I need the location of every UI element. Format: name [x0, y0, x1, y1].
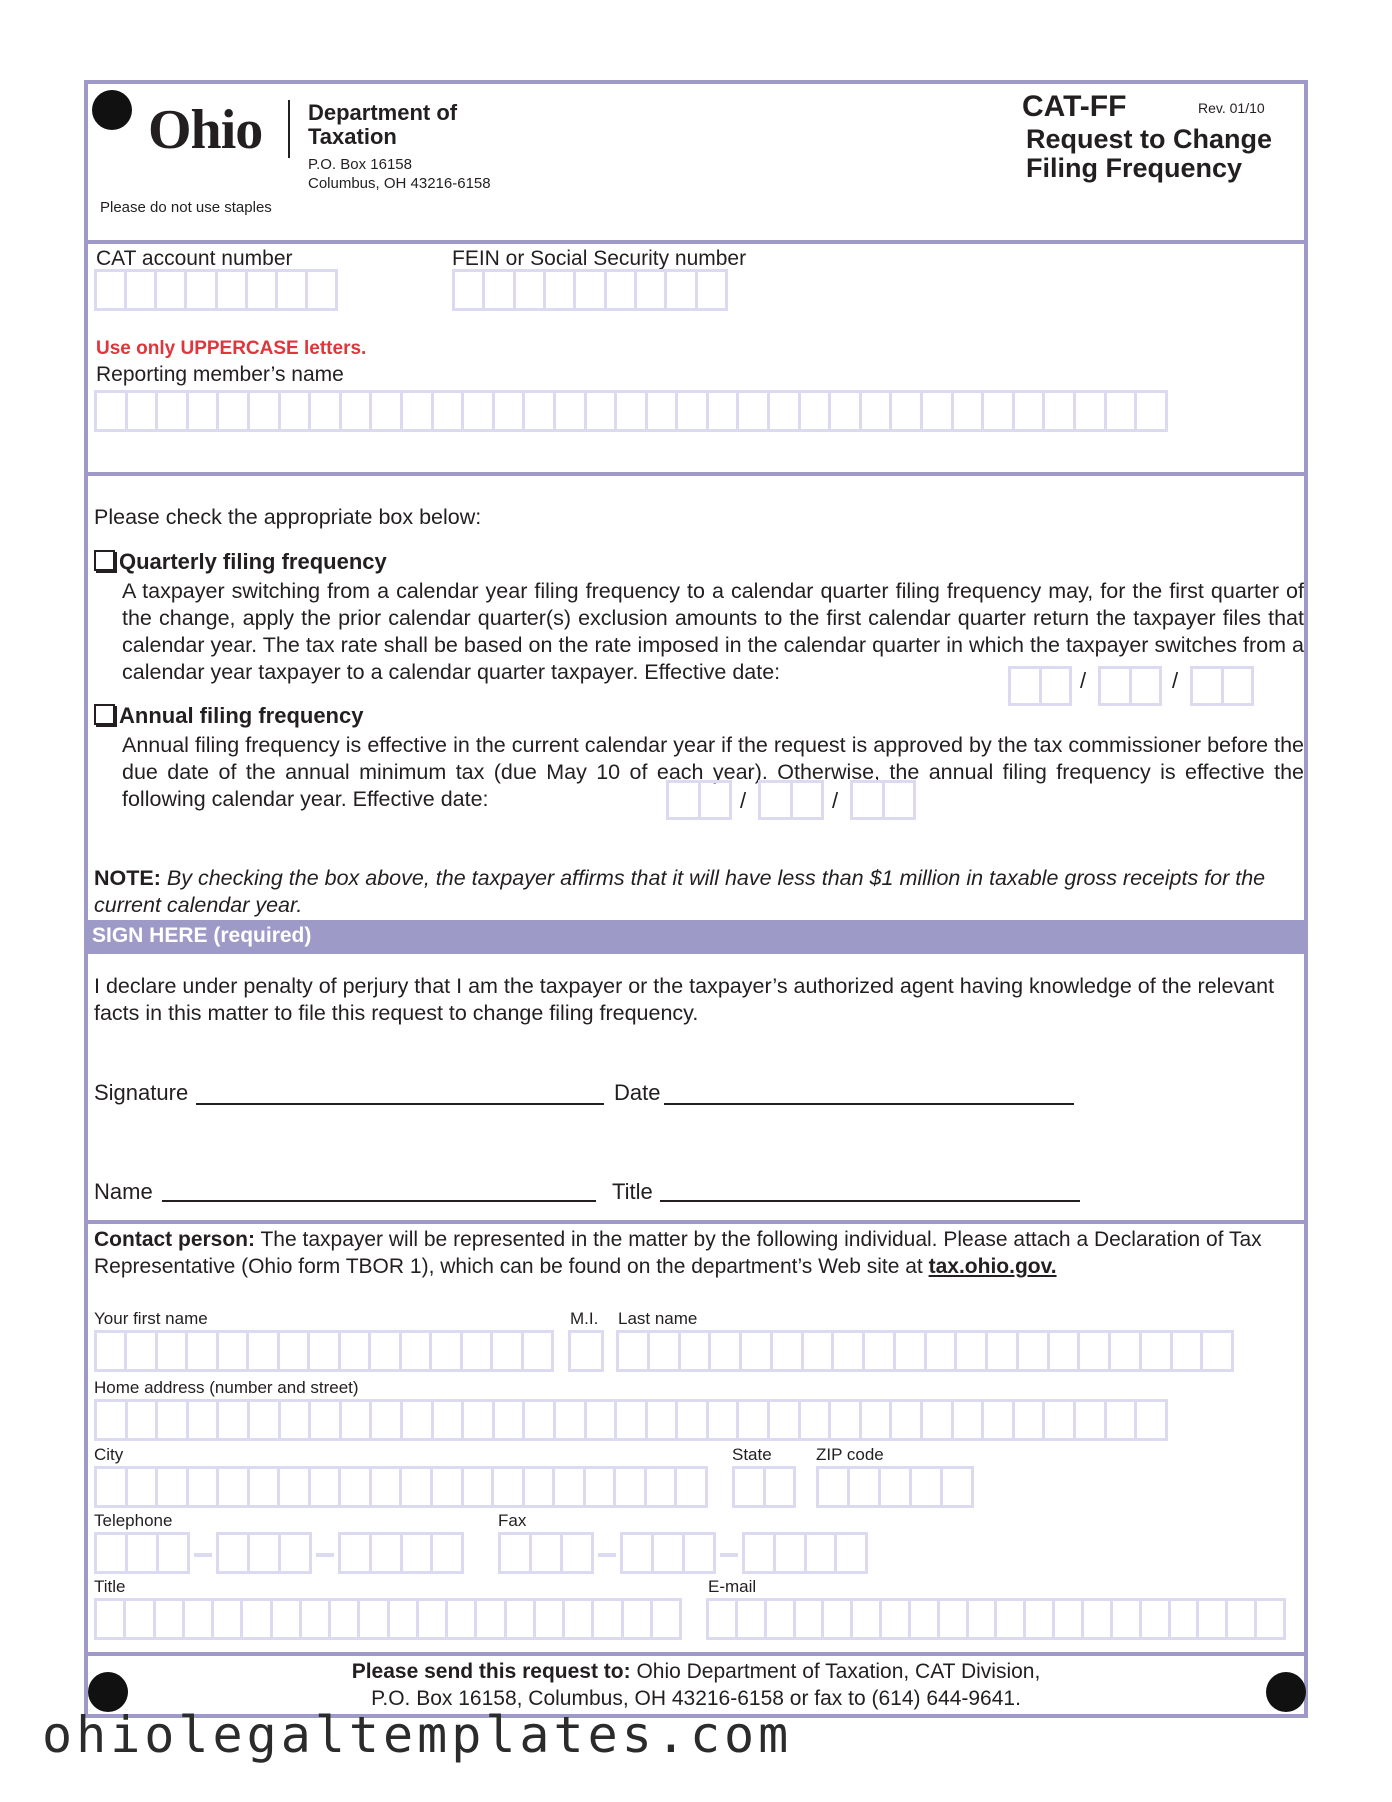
fax-area-input[interactable]	[498, 1532, 594, 1574]
signature-label: Signature	[94, 1080, 189, 1105]
tax-ohio-link[interactable]: tax.ohio.gov.	[928, 1255, 1057, 1278]
contact-text: The taxpayer will be represented in the matter by the following individual. Please attach a Declaration of Tax Representative (Ohio form TBOR 1), which can be found on the department’s Web site at	[94, 1228, 1262, 1278]
contact-title-label: Title	[94, 1577, 126, 1596]
quarterly-date-month[interactable]	[1008, 666, 1072, 706]
note-text: By checking the box above, the taxpayer affirms that it will have less than $1 million in taxable gross receipts for the current calendar year.	[94, 866, 1266, 917]
cat-account-label: CAT account number	[96, 247, 293, 270]
form-title-line1: Request to Change	[1026, 124, 1273, 154]
sign-banner-label: SIGN HERE (required)	[92, 924, 312, 947]
home-address-input[interactable]	[94, 1399, 1168, 1441]
city-input[interactable]	[94, 1466, 708, 1508]
form-frame	[84, 80, 1308, 1718]
fein-label: FEIN or Social Security number	[452, 247, 747, 270]
uppercase-note: Use only UPPERCASE letters.	[96, 338, 367, 359]
contact-intro	[94, 1226, 1304, 1280]
declaration-text: I declare under penalty of perjury that I am the taxpayer or the taxpayer’s authorized agent having knowledge of the relevant facts in this matter to file this request to change filing frequency.	[94, 974, 1275, 1025]
first-name-input[interactable]	[94, 1330, 554, 1372]
last-name-label: Last name	[618, 1309, 698, 1328]
send-to-address1: Ohio Department of Taxation, CAT Division,	[636, 1660, 1041, 1683]
punch-hole-top-left	[92, 90, 132, 130]
fein-input[interactable]	[452, 269, 728, 311]
annual-date-year[interactable]	[850, 780, 916, 820]
dept-name-line1: Department of	[308, 100, 458, 125]
reporting-member-label: Reporting member’s name	[96, 363, 344, 386]
contact-heading: Contact person:	[94, 1228, 256, 1251]
email-input[interactable]	[706, 1598, 1286, 1640]
send-to-line2: P.O. Box 16158, Columbus, OH 43216-6158 or fax to (614) 644-9641.	[371, 1687, 1021, 1710]
quarterly-date-sep2: /	[1172, 668, 1179, 693]
annual-title: Annual filing frequency	[119, 703, 364, 728]
title-line[interactable]	[660, 1200, 1080, 1202]
first-name-label: Your first name	[94, 1309, 208, 1328]
annual-date-day[interactable]	[758, 780, 824, 820]
telephone-label: Telephone	[94, 1511, 173, 1530]
ohio-logo: Ohio	[148, 99, 263, 161]
telephone-dash-2	[316, 1553, 334, 1557]
fax-dash-1	[598, 1553, 616, 1557]
contact-title-input[interactable]	[94, 1598, 682, 1640]
state-label: State	[732, 1445, 772, 1464]
cat-account-input[interactable]	[94, 269, 338, 311]
note-block	[94, 865, 1304, 919]
fax-label: Fax	[498, 1511, 527, 1530]
date-line[interactable]	[664, 1103, 1074, 1105]
city-label: City	[94, 1445, 124, 1464]
note-label: NOTE:	[94, 866, 161, 890]
zip-label: ZIP code	[816, 1445, 884, 1464]
quarterly-date-day[interactable]	[1098, 666, 1162, 706]
telephone-prefix-input[interactable]	[216, 1532, 312, 1574]
last-name-input[interactable]	[616, 1330, 1234, 1372]
home-address-label: Home address (number and street)	[94, 1378, 359, 1397]
quarterly-checkbox[interactable]	[94, 550, 115, 571]
dept-address-line2: Columbus, OH 43216-6158	[308, 175, 491, 192]
divider-header	[88, 240, 1304, 244]
telephone-dash-1	[194, 1553, 212, 1557]
fax-line-input[interactable]	[742, 1532, 868, 1574]
quarterly-text: A taxpayer switching from a calendar year filing frequency to a calendar quarter filing frequency may, for the first quarter of the change, apply the prior calendar quarter(s) exclusion amounts to the first calendar quarter return the taxpayer files that calendar year. The tax rate shall be based on the rate imposed in the calendar quarter in which the taxpayer switches from a calendar year taxpayer to a calendar quarter taxpayer. Effective date:	[122, 579, 1304, 684]
send-to-line1	[88, 1660, 1304, 1684]
divider-contact	[88, 1652, 1304, 1656]
annual-text: Annual filing frequency is effective in the current calendar year if the request is approved by the tax commissioner before the due date of the annual minimum tax (due May 10 of each year). Otherwise, the annual filing frequency is effective the following calendar year. Effective date:	[122, 733, 1304, 811]
signature-line[interactable]	[196, 1103, 604, 1105]
staples-note: Please do not use staples	[100, 199, 272, 216]
email-label: E-mail	[708, 1577, 757, 1596]
zip-input[interactable]	[816, 1466, 974, 1508]
send-to-label: Please send this request to:	[351, 1660, 631, 1683]
divider-account	[88, 472, 1304, 476]
quarterly-title: Quarterly filing frequency	[119, 549, 387, 574]
dept-name-line2: Taxation	[308, 124, 397, 149]
annual-date-sep1: /	[740, 788, 747, 813]
annual-option[interactable]	[94, 703, 363, 729]
check-instruction: Please check the appropriate box below:	[94, 505, 482, 529]
dept-address-line1: P.O. Box 16158	[308, 156, 412, 173]
annual-date-month[interactable]	[666, 780, 732, 820]
mi-input[interactable]	[568, 1330, 604, 1372]
logo-divider	[288, 100, 290, 158]
annual-date-sep2: /	[832, 788, 839, 813]
form-id: CAT-FF	[1022, 90, 1127, 123]
mi-label: M.I.	[570, 1309, 599, 1328]
quarterly-date-year[interactable]	[1190, 666, 1254, 706]
name-line[interactable]	[162, 1200, 596, 1202]
telephone-area-input[interactable]	[94, 1532, 190, 1574]
name-label: Name	[94, 1179, 153, 1204]
watermark: ohiolegaltemplates.com	[42, 1706, 793, 1764]
annual-checkbox[interactable]	[94, 704, 115, 725]
form-title-line2: Filing Frequency	[1026, 153, 1243, 183]
fax-prefix-input[interactable]	[620, 1532, 716, 1574]
fax-dash-2	[720, 1553, 738, 1557]
title-label: Title	[612, 1179, 653, 1204]
quarterly-date-sep1: /	[1080, 668, 1087, 693]
telephone-line-input[interactable]	[338, 1532, 464, 1574]
state-input[interactable]	[732, 1466, 796, 1508]
form-revision: Rev. 01/10	[1198, 100, 1265, 116]
reporting-member-input[interactable]	[94, 390, 1168, 432]
divider-sign	[88, 1220, 1304, 1224]
quarterly-option[interactable]	[94, 549, 387, 575]
date-label: Date	[614, 1080, 661, 1105]
